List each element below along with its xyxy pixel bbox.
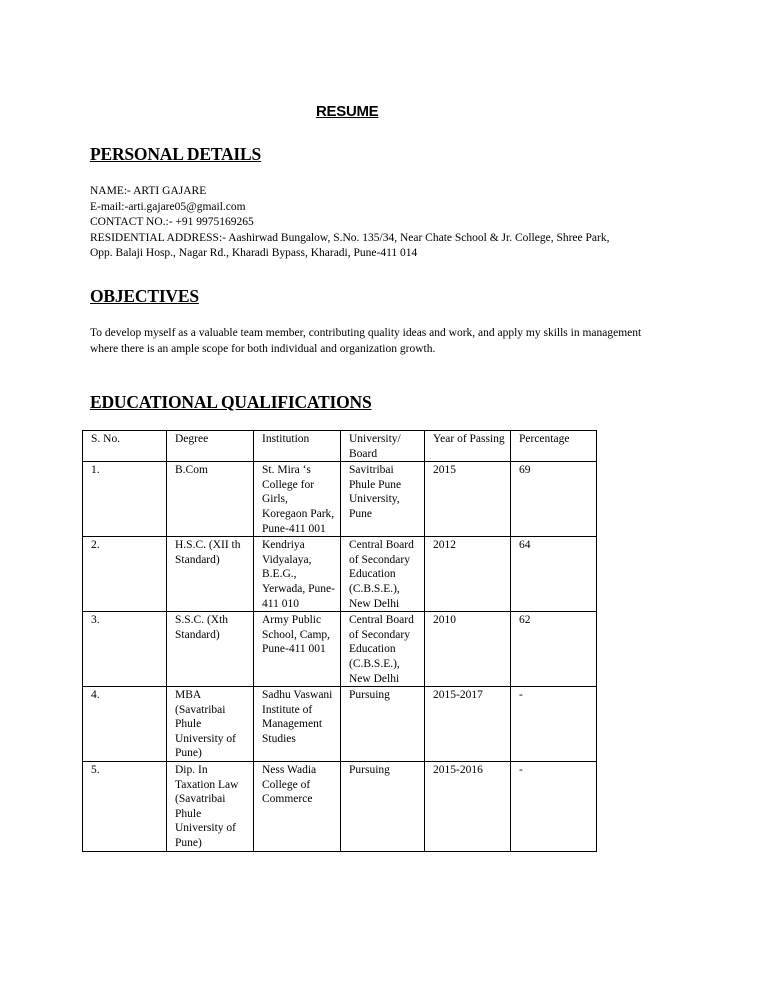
column-header: Degree — [167, 431, 254, 462]
table-cell: 64 — [511, 537, 597, 612]
personal-details-heading: PERSONAL DETAILS — [90, 144, 262, 164]
table-cell: 2015-2016 — [425, 762, 511, 852]
objective-text: To develop myself as a valuable team member, contributing quality ideas and work, and apply my skills in management where there is an ample scope for both individual and organization growth. — [90, 327, 642, 355]
page-title: RESUME — [316, 103, 379, 120]
table-row — [83, 462, 597, 537]
table-cell: Savitribai Phule Pune University, Pune — [341, 462, 425, 537]
table-row — [83, 537, 597, 612]
table-cell: Sadhu Vaswani Institute of Management Studies — [254, 687, 341, 762]
column-header: Institution — [254, 431, 341, 462]
table-cell: Central Board of Secondary Education (C.B.S.E.), New Delhi — [341, 612, 425, 687]
address-line: RESIDENTIAL ADDRESS:- Aashirwad Bungalow, S.No. 135/34, Near Chate School & Jr. College, Shree Park, — [90, 231, 610, 244]
table-cell: H.S.C. (XII th Standard) — [167, 537, 254, 612]
table-cell: St. Mira ‘s College for Girls, Koregaon Park, Pune-411 001 — [254, 462, 341, 537]
column-header: Percentage — [511, 431, 597, 462]
table-row — [83, 687, 597, 762]
table-cell: 5. — [83, 762, 167, 852]
table-row — [83, 762, 597, 852]
education-table — [82, 430, 597, 852]
table-cell: Pursuing — [341, 762, 425, 852]
address-line: Opp. Balaji Hosp., Nagar Rd., Kharadi Bypass, Kharadi, Pune-411 014 — [90, 247, 418, 259]
table-cell: Pursuing — [341, 687, 425, 762]
table-cell: S.S.C. (Xth Standard) — [167, 612, 254, 687]
column-header: S. No. — [83, 431, 167, 462]
table-cell: 2015-2017 — [425, 687, 511, 762]
email-line: E-mail:-arti.gajare05@gmail.com — [90, 200, 246, 213]
table-cell: Army Public School, Camp, Pune-411 001 — [254, 612, 341, 687]
table-cell: Ness Wadia College of Commerce — [254, 762, 341, 852]
table-cell: Dip. In Taxation Law (Savatribai Phule University of Pune) — [167, 762, 254, 852]
table-cell: MBA (Savatribai Phule University of Pune) — [167, 687, 254, 762]
table-cell: 69 — [511, 462, 597, 537]
table-cell: Kendriya Vidyalaya, B.E.G., Yerwada, Pune- 411 010 — [254, 537, 341, 612]
table-row — [83, 612, 597, 687]
objectives-heading: OBJECTIVES — [90, 286, 199, 306]
table-cell: - — [511, 687, 597, 762]
table-cell: - — [511, 762, 597, 852]
table-cell: 3. — [83, 612, 167, 687]
education-heading: EDUCATIONAL QUALIFICATIONS — [90, 392, 372, 412]
contact-line: CONTACT NO.:- +91 9975169265 — [90, 216, 254, 228]
column-header: University/ Board — [341, 431, 425, 462]
table-cell: 62 — [511, 612, 597, 687]
table-cell: 4. — [83, 687, 167, 762]
table-cell: 2. — [83, 537, 167, 612]
name-line: NAME:- ARTI GAJARE — [90, 185, 207, 197]
table-cell: 2010 — [425, 612, 511, 687]
column-header: Year of Passing — [425, 431, 511, 462]
personal-details — [90, 184, 690, 262]
table-header-row — [83, 431, 597, 462]
table-cell: 2015 — [425, 462, 511, 537]
table-cell: 2012 — [425, 537, 511, 612]
table-cell: 1. — [83, 462, 167, 537]
table-cell: B.Com — [167, 462, 254, 537]
table-cell: Central Board of Secondary Education (C.B.S.E.), New Delhi — [341, 537, 425, 612]
